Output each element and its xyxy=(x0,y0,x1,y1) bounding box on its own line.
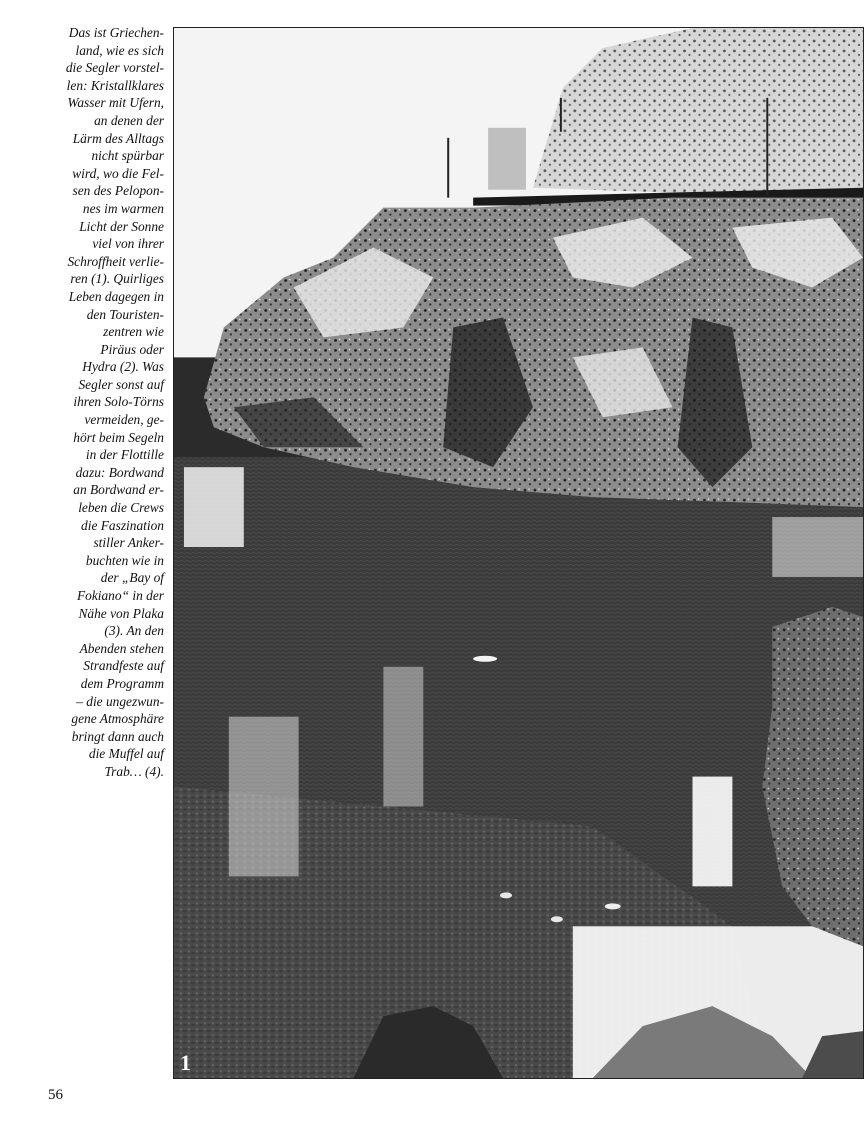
caption-line: Trab… (4). xyxy=(104,763,164,779)
caption-line: hört beim Segeln xyxy=(73,429,164,445)
caption-line: – die ungezwun- xyxy=(76,693,164,709)
caption-line: dem Programm xyxy=(80,675,164,691)
caption-line: Das ist Griechen- xyxy=(68,25,164,40)
caption-line: Abenden stehen xyxy=(79,640,164,656)
caption-line: gene Atmosphäre xyxy=(71,711,164,727)
caption-line: den Touristen- xyxy=(86,306,164,322)
caption-line: Wasser mit Ufern, xyxy=(67,95,164,111)
caption-line: Leben dagegen in xyxy=(68,288,164,304)
caption-line: Piräus oder xyxy=(100,341,164,357)
caption-line: vermeiden, ge- xyxy=(84,412,164,428)
caption-line: nicht spürbar xyxy=(91,148,164,164)
page-number: 56 xyxy=(48,1087,63,1103)
caption-line: stiller Anker- xyxy=(93,535,164,551)
photo-caption xyxy=(40,24,164,781)
caption-line: (3). An den xyxy=(104,623,164,639)
caption-line: nes im warmen xyxy=(82,200,164,216)
caption-line: buchten wie in xyxy=(85,552,164,568)
caption-line: Lärm des Alltags xyxy=(72,130,164,146)
caption-line: bringt dann auch xyxy=(71,728,164,744)
caption-line: Hydra (2). Was xyxy=(82,359,164,375)
bay-photo-illustration xyxy=(174,28,863,1078)
caption-line: zentren wie xyxy=(103,324,164,340)
caption-line: len: Kristallklares xyxy=(66,77,164,93)
caption-line: dazu: Bordwand xyxy=(75,464,164,480)
caption-line: der „Bay of xyxy=(100,570,164,586)
caption-line: Fokiano“ in der xyxy=(76,588,164,603)
caption-line: Nähe von Plaka xyxy=(78,605,164,621)
caption-line: Licht der Sonne xyxy=(79,218,164,234)
caption-line: leben die Crews xyxy=(78,500,164,516)
caption-line: an denen der xyxy=(94,112,164,128)
caption-line: wird, wo die Fel- xyxy=(72,165,164,181)
caption-line: die Segler vorstel- xyxy=(65,60,164,76)
caption-line: Segler sonst auf xyxy=(78,376,164,392)
photo-number: 1 xyxy=(180,1050,191,1075)
caption-line: viel von ihrer xyxy=(92,236,164,252)
bay-photo xyxy=(173,27,864,1079)
caption-line: ihren Solo-Törns xyxy=(73,394,164,410)
caption-line: an Bordwand er- xyxy=(73,482,164,498)
caption-line: land, wie es sich xyxy=(75,42,164,58)
caption-line: die Faszination xyxy=(81,517,164,533)
caption-line: sen des Pelopon- xyxy=(72,183,164,199)
caption-line: in der Flottille xyxy=(85,447,164,463)
caption-line: die Muffel auf xyxy=(88,746,164,762)
caption-line: ren (1). Quirliges xyxy=(70,271,164,287)
caption-line: Schroffheit verlie- xyxy=(67,253,164,269)
caption-line: Strandfeste auf xyxy=(83,658,164,674)
